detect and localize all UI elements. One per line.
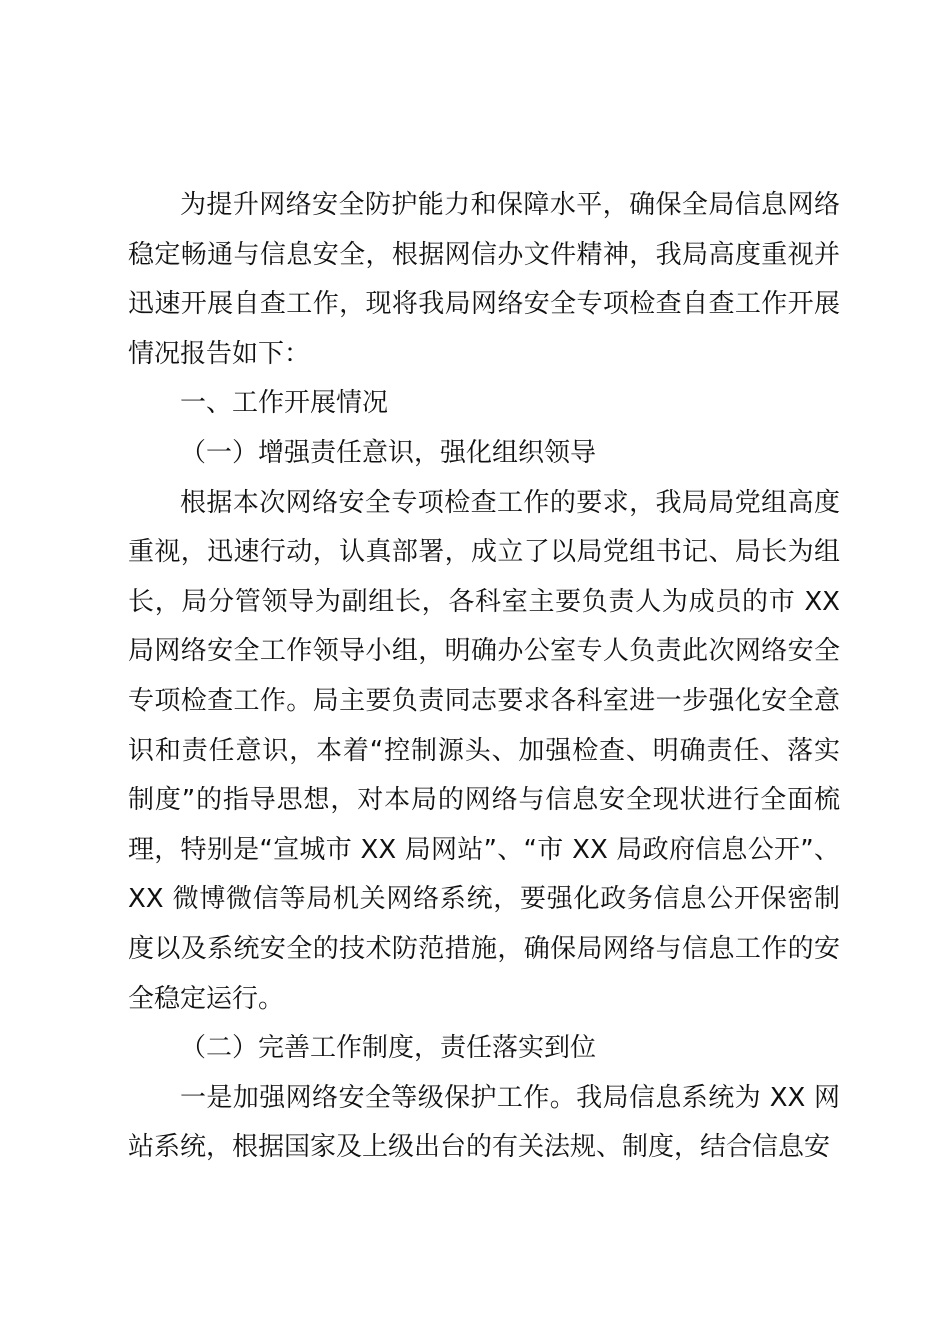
subsection-heading-2: （二）完善工作制度，责任落实到位 xyxy=(180,1033,597,1064)
subsection-1-paragraph: 根据本次网络安全专项检查工作的要求，我局局党组高度重视，迅速行动，认真部署，成立了以局党组书记、局长为组长，局分管领导为副组长，各科室主要负责人为成员的市 XX 局网络安全工作领导小组，明确办公室专人负责此次网络安全专项检查工作。局主要负责同志要求各科室进一步强化安全意识和责任意识，本着“控制源头、加强检查、明确责任、落实制度”的指导思想，对本局的网络与信息安全现状进行全面梳理，特别是“宣城市 XX 局网站”、“市 XX 局政府信息公开”、XX 微博微信等局机关网络系统，要强化政务信息公开保密制度以及系统安全的技术防范措施，确保局网络与信息工作的安全稳定运行。 xyxy=(128,487,840,1014)
subsection-heading-1: （一）增强责任意识，强化组织领导 xyxy=(180,437,597,468)
section-heading-1: 一、工作开展情况 xyxy=(180,388,389,419)
subsection-2-paragraph: 一是加强网络安全等级保护工作。我局信息系统为 XX 网站系统，根据国家及上级出台的有关法规、制度，结合信息安 xyxy=(128,1082,840,1163)
document-body xyxy=(128,181,840,1173)
intro-paragraph: 为提升网络安全防护能力和保障水平，确保全局信息网络稳定畅通与信息安全，根据网信办文件精神，我局高度重视并迅速开展自查工作，现将我局网络安全专项检查自查工作开展情况报告如下： xyxy=(128,190,840,369)
